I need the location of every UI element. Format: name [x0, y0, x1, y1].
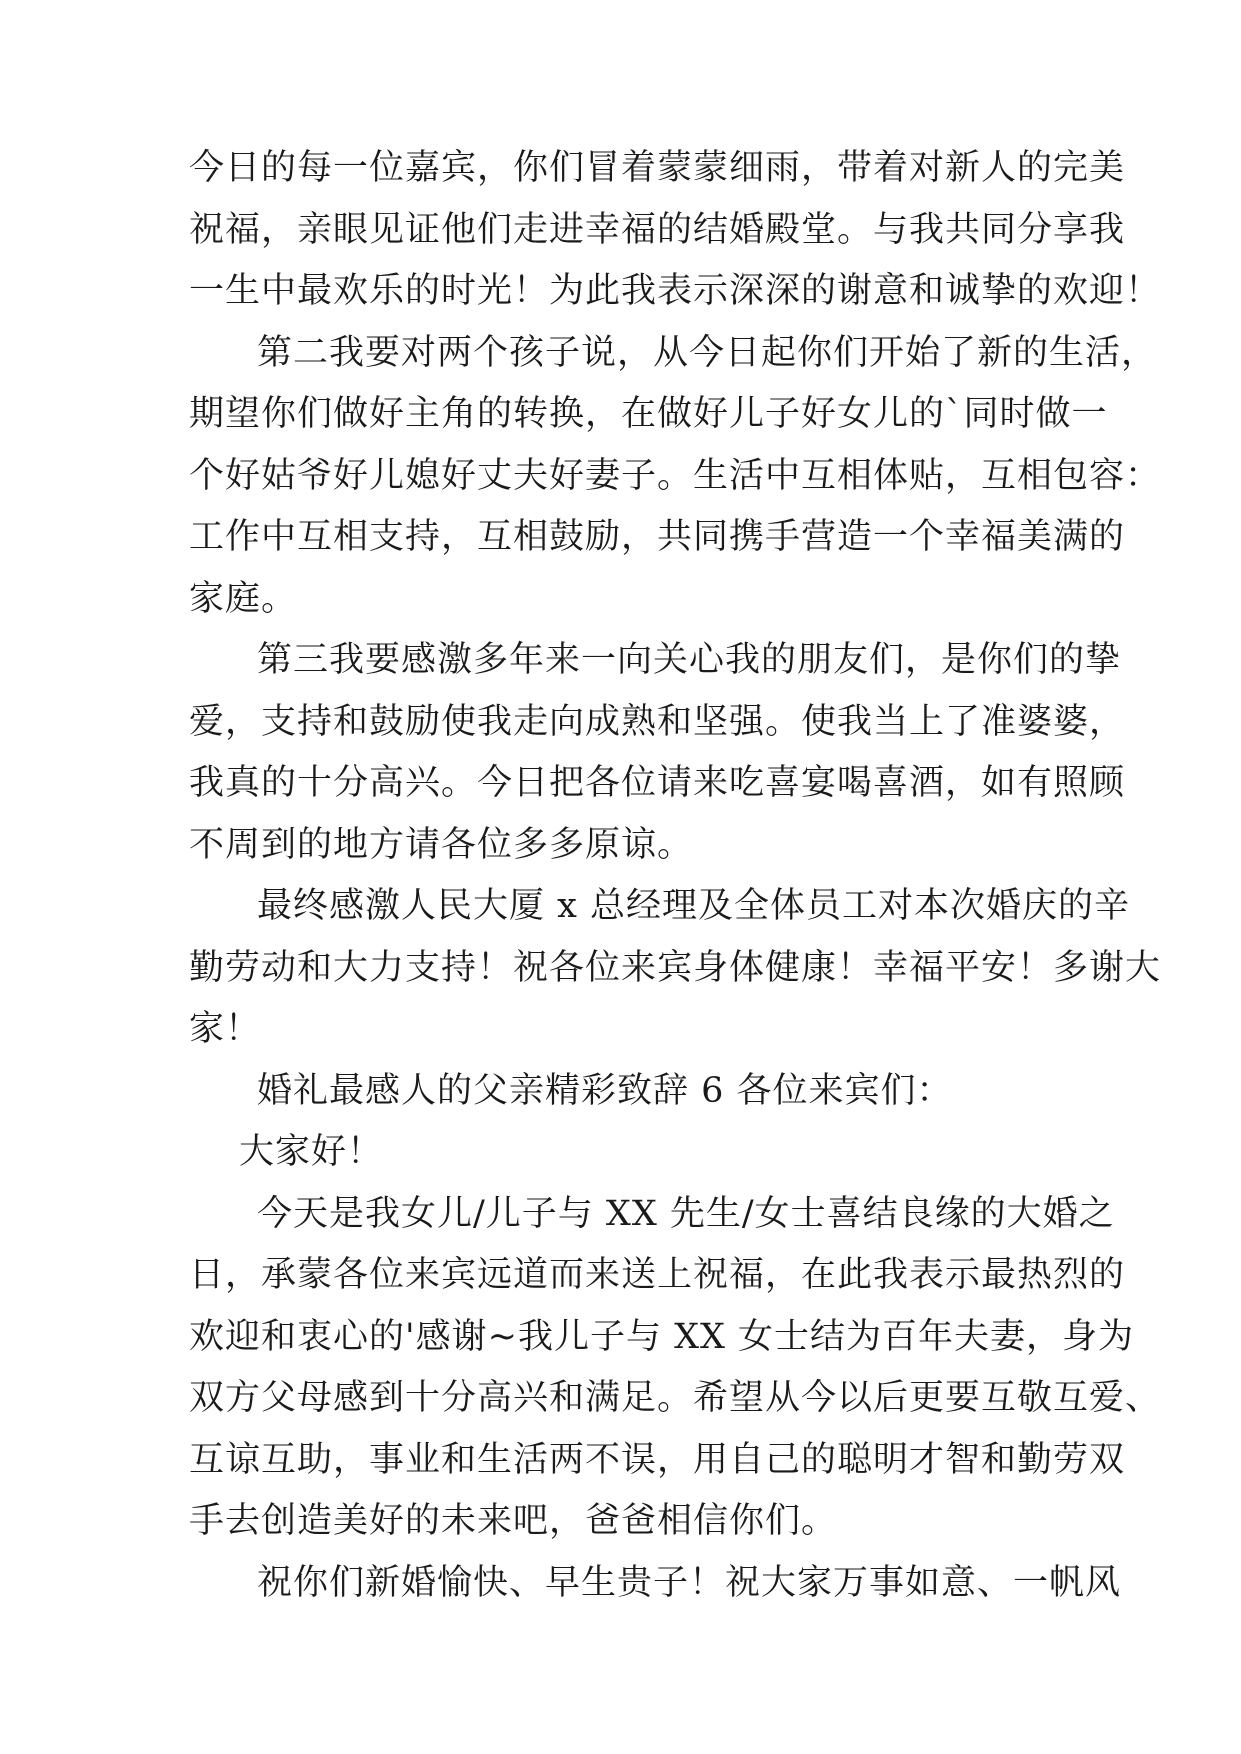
text-line: 双方父母感到十分高兴和满足。希望从今以后更要互敬互爱、 [189, 1378, 1162, 1418]
text-line: 欢迎和衷心的'感谢~我儿子与 XX 女士结为百年夫妻，身为 [189, 1317, 1135, 1357]
text-line: 爱，支持和鼓励使我走向成熟和坚强。使我当上了准婆婆， [189, 702, 1126, 742]
text-line: 祝福，亲眼见证他们走进幸福的结婚殿堂。与我共同分享我 [189, 210, 1126, 250]
text-line: 工作中互相支持，互相鼓励，共同携手营造一个幸福美满的 [189, 517, 1126, 557]
text-line: 不周到的地方请各位多多原谅。 [189, 825, 694, 865]
text-line: 今天是我女儿/儿子与 XX 先生/女士喜结良缘的大婚之 [257, 1194, 1115, 1234]
text-line: 个好姑爷好儿媳好丈夫好妻子。生活中互相体贴，互相包容： [189, 456, 1162, 496]
text-line: 期望你们做好主角的转换，在做好儿子好女儿的`同时做一 [189, 394, 1108, 434]
text-line: 互谅互助，事业和生活两不误，用自己的聪明才智和勤劳双 [189, 1440, 1126, 1480]
text-line: 婚礼最感人的父亲精彩致辞 6 各位来宾们： [257, 1071, 953, 1111]
text-line: 家庭。 [189, 579, 298, 619]
text-line: 大家好！ [239, 1132, 384, 1172]
text-line: 一生中最欢乐的时光！为此我表示深深的谢意和诚挚的欢迎！ [189, 271, 1162, 311]
text-line: 家！ [189, 1009, 262, 1049]
text-line: 今日的每一位嘉宾，你们冒着蒙蒙细雨，带着对新人的完美 [189, 148, 1126, 188]
text-line: 祝你们新婚愉快、早生贵子！祝大家万事如意、一帆风 [257, 1563, 1122, 1603]
text-line: 第二我要对两个孩子说，从今日起你们开始了新的生活， [257, 333, 1158, 373]
text-line: 最终感激人民大厦 x 总经理及全体员工对本次婚庆的辛 [257, 886, 1130, 926]
text-line: 第三我要感激多年来一向关心我的朋友们，是你们的挚 [257, 640, 1122, 680]
text-line: 我真的十分高兴。今日把各位请来吃喜宴喝喜酒，如有照顾 [189, 763, 1126, 803]
text-line: 手去创造美好的未来吧，爸爸相信你们。 [189, 1501, 838, 1541]
text-line: 勤劳动和大力支持！祝各位来宾身体健康！幸福平安！多谢大 [189, 948, 1162, 988]
text-line: 日，承蒙各位来宾远道而来送上祝福，在此我表示最热烈的 [189, 1255, 1126, 1295]
